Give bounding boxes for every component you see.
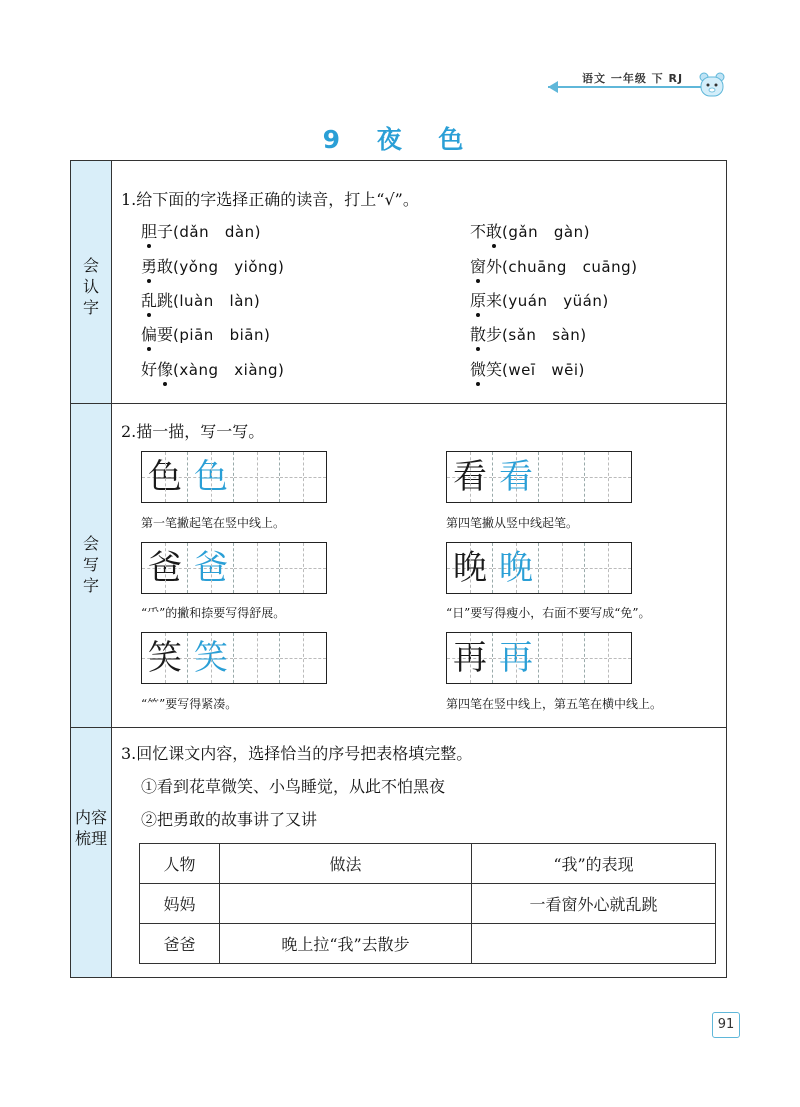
writing-tip: 第四笔撇从竖中线起笔。 xyxy=(446,516,579,530)
q3-instruction: 3.回忆课文内容，选择恰当的序号把表格填完整。 xyxy=(121,744,473,763)
section-label-recognize: 会认字 xyxy=(83,256,100,317)
pinyin-item: 窗外(chuāng cuāng) xyxy=(470,254,638,277)
pinyin-item: 好像(xàng xiàng) xyxy=(141,357,284,380)
worksheet-frame xyxy=(70,160,727,978)
section-sidebar xyxy=(71,161,112,977)
pinyin-item: 偏要(piān biān) xyxy=(141,322,270,345)
writing-grid[interactable]: 看 看 xyxy=(446,451,632,503)
section-label-summary: 内容梳理 xyxy=(74,808,107,848)
section-divider xyxy=(71,727,726,728)
option-1: ①看到花草微笑、小鸟睡觉，从此不怕黑夜 xyxy=(141,777,446,796)
writing-tip: “⺥”的撇和捺要写得舒展。 xyxy=(141,606,286,620)
writing-grid[interactable]: 色 色 xyxy=(141,451,327,503)
lesson-title: 9 夜 色 xyxy=(322,125,478,154)
q2-instruction: 2.描一描，写一写。 xyxy=(121,422,265,441)
page-number: 91 xyxy=(712,1012,740,1038)
writing-grid[interactable]: 再 再 xyxy=(446,632,632,684)
table-cell: 晚上拉“我”去散步 xyxy=(220,924,472,964)
table-header: 人物 xyxy=(140,844,220,884)
table-cell: 妈妈 xyxy=(140,884,220,924)
table-header: “我”的表现 xyxy=(472,844,716,884)
writing-grid[interactable]: 晚 晚 xyxy=(446,542,632,594)
book-label: 语文 一年级 下 RJ xyxy=(582,72,684,85)
table-cell: 爸爸 xyxy=(140,924,220,964)
answer-blank[interactable] xyxy=(472,924,716,964)
pinyin-item: 微笑(weī wēi) xyxy=(470,357,585,380)
writing-grid[interactable]: 爸 爸 xyxy=(141,542,327,594)
section-label-write: 会写字 xyxy=(83,534,100,595)
table-row xyxy=(140,924,716,964)
writing-tip: 第一笔撇起笔在竖中线上。 xyxy=(141,516,286,530)
answer-blank[interactable] xyxy=(220,884,472,924)
pinyin-item: 乱跳(luàn làn) xyxy=(141,288,260,311)
summary-table xyxy=(139,843,716,964)
section-divider xyxy=(71,403,726,404)
writing-grid[interactable]: 笑 笑 xyxy=(141,632,327,684)
option-2: ②把勇敢的故事讲了又讲 xyxy=(141,810,318,829)
writing-tip: “日”要写得瘦小，右面不要写成“免”。 xyxy=(446,606,651,620)
pinyin-item: 勇敢(yǒng yiǒng) xyxy=(141,254,284,277)
pinyin-item: 不敢(gǎn gàn) xyxy=(470,219,590,242)
table-row xyxy=(140,884,716,924)
table-header: 做法 xyxy=(220,844,472,884)
pinyin-item: 胆子(dǎn dàn) xyxy=(141,219,261,242)
writing-tip: “⺮”要写得紧凑。 xyxy=(141,697,238,711)
table-header-row xyxy=(140,844,716,884)
pinyin-item: 散步(sǎn sàn) xyxy=(470,322,587,345)
bear-mascot-icon xyxy=(698,71,726,97)
q1-instruction: 1.给下面的字选择正确的读音，打上“√”。 xyxy=(121,190,419,209)
table-cell: 一看窗外心就乱跳 xyxy=(472,884,716,924)
writing-tip: 第四笔在竖中线上，第五笔在横中线上。 xyxy=(446,697,663,711)
pinyin-item: 原来(yuán yüán) xyxy=(470,288,609,311)
header-line xyxy=(548,86,708,88)
